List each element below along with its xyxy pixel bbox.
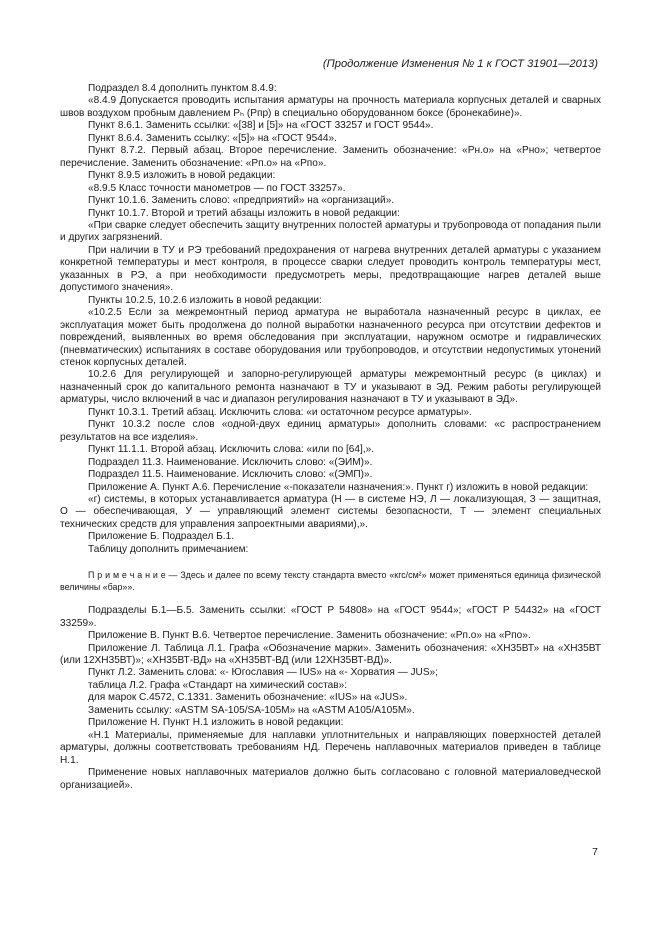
paragraph: Приложение Н. Пункт Н.1 изложить в новой редакции:	[88, 717, 344, 729]
paragraph: При наличии в ТУ и РЭ требований предохранения от нагрева внутренних деталей арматуры с указанием конкретной температуры и мест контроля, в процессе сварки следует проводить контроль температуры мест, указанных в РЭ, а при необходимости предусмотреть меры, предотвращающие нагрев деталей выше допустимого значения».	[60, 244, 601, 294]
paragraph: для марок С.4572, С.1331. Заменить обозначение: «IUS» на «JUS».	[88, 692, 408, 704]
note-label: П р и м е ч а н и е	[88, 570, 166, 581]
paragraph: Пункт 8.6.1. Заменить ссылки: «[38] и [5]» на «ГОСТ 33257 и ГОСТ 9544».	[88, 120, 434, 132]
paragraph: Приложение Б. Подраздел Б.1.	[88, 531, 235, 543]
paragraph: Пункт 10.1.6. Заменить слово: «предприятий» на «организаций».	[88, 195, 395, 207]
paragraph: Пункт 8.7.2. Первый абзац. Второе перечисление. Заменить обозначение: «Pн.о» на «Pно»; четвертое перечисление. Заменить обозначение: «Pп.о» на «Pпо».	[60, 145, 601, 169]
paragraph: Приложение В. Пункт В.6. Четвертое перечисление. Заменить обозначение: «Pп.о» на «Pпо».	[88, 630, 531, 642]
page-header: (Продолжение Изменения № 1 к ГОСТ 31901—2013)	[322, 58, 598, 70]
paragraph: «10.2.5 Если за межремонтный период арматура не выработала назначенный ресурс в циклах, ее эксплуатация может быть продолжена до полной выработки назначенного ресурса при отсутствии дефектов и повреждений, выявленных во время обследования при эксплуатации, наружном осмотре и гидравлических (пневматических) испытаниях в составе оборудования или трубопроводов, и отсутствии недопустимых утонений стенок корпусных деталей.	[60, 307, 601, 368]
paragraph: Пункт 8.6.4. Заменить ссылку: «[5]» на «ГОСТ 9544».	[88, 132, 337, 144]
document-body	[60, 83, 601, 792]
paragraph: Пункт 11.1.1. Второй абзац. Исключить слова: «или по [64],».	[88, 444, 375, 456]
paragraph: Пункт 10.3.2 после слов «одной-двух единиц арматуры» дополнить словами: «с распространением результатов на все изделия».	[60, 419, 601, 443]
paragraph: «8.9.5 Класс точности манометров — по ГОСТ 33257».	[88, 182, 346, 194]
paragraph: Подразделы Б.1—Б.5. Заменить ссылки: «ГОСТ Р 54808» на «ГОСТ 9544»; «ГОСТ Р 54432» на «ГОСТ 33259».	[60, 605, 601, 629]
paragraph: Подраздел 8.4 дополнить пунктом 8.4.9:	[88, 83, 277, 94]
paragraph: Пункт 8.9.5 изложить в новой редакции:	[88, 170, 276, 182]
paragraph: Пункты 10.2.5, 10.2.6 изложить в новой редакции:	[88, 294, 322, 306]
paragraph: Пункт 10.3.1. Третий абзац. Исключить слова: «и остаточном ресурсе арматуры».	[88, 406, 472, 418]
page-number: 7	[592, 846, 598, 858]
paragraph: «8.4.9 Допускается проводить испытания арматуры на прочность материала корпусных деталей и сварных швов воздухом пробным давлением Pₕ (Pпр) в специально оборудованном боксе (бронекабине)».	[60, 95, 601, 119]
note-text: — Здесь и далее по всему тексту стандарта вместо «кгс/см²» может применяться единица физической величины «бар»».	[60, 570, 601, 592]
paragraph: Подраздел 11.3. Наименование. Исключить слово: «(ЭИМ)».	[88, 456, 373, 468]
paragraph: Приложение Л. Таблица Л.1. Графа «Обозначение марки». Заменить обозначения: «ХН35ВТ» на «ХН35ВТ (или 12ХН35ВТ)»; «ХН35ВТ-ВД» на «ХН35ВТ-ВД (или 12ХН35ВТ-ВД)».	[60, 642, 601, 667]
table-note	[60, 570, 601, 593]
paragraph: Подраздел 11.5. Наименование. Исключить слово: «(ЭМП)».	[88, 469, 373, 481]
paragraph: таблица Л.2. Графа «Стандарт на химический состав»:	[88, 679, 347, 691]
paragraph: Приложение А. Пункт А.6. Перечисление «-показатели назначения:». Пункт г) изложить в новой редакции:	[88, 481, 589, 493]
paragraph: Заменить ссылку: «ASTM SA-105/SA-105M» на «ASTM A105/A105M».	[88, 704, 415, 716]
paragraph: «Н.1 Материалы, применяемые для наплавки уплотнительных и направляющих поверхностей деталей арматуры, должны соответствовать требованиям НД. Перечень наплавочных материалов приведен в таблице Н.1.	[60, 729, 601, 766]
paragraph: Пункт 10.1.7. Второй и третий абзацы изложить в новой редакции:	[88, 207, 400, 219]
paragraph: «г) системы, в которых устанавливается арматура (Н — в системе НЭ, Л — локализующая, З — защитная, О — обеспечивающая, У — управляющий элемент системы безопасности, Т — элемент специальных технических средств для управления запроектными авариями),».	[60, 493, 601, 530]
paragraph: 10.2.6 Для регулирующей и запорно-регулирующей арматуры межремонтный ресурс (в циклах) и назначенный срок до капитального ремонта назначают в ТУ и указывают в ЭД. Режим работы регулирующей арматуры, число включений в час и диапазон регулирования назначают в ТУ и указывают в ЭД».	[60, 369, 601, 406]
paragraph: «При сварке следует обеспечить защиту внутренних полостей арматуры и трубопровода от попадания пыли и других загрязнений.	[60, 219, 601, 244]
paragraph: Применение новых наплавочных материалов должно быть согласовано с головной материаловедческой организацией».	[60, 767, 601, 791]
paragraph: Пункт Л.2. Заменить слова: «- Югославия — IUS» на «- Хорватия — JUS»;	[88, 667, 438, 679]
paragraph: Таблицу дополнить примечанием:	[88, 543, 249, 555]
